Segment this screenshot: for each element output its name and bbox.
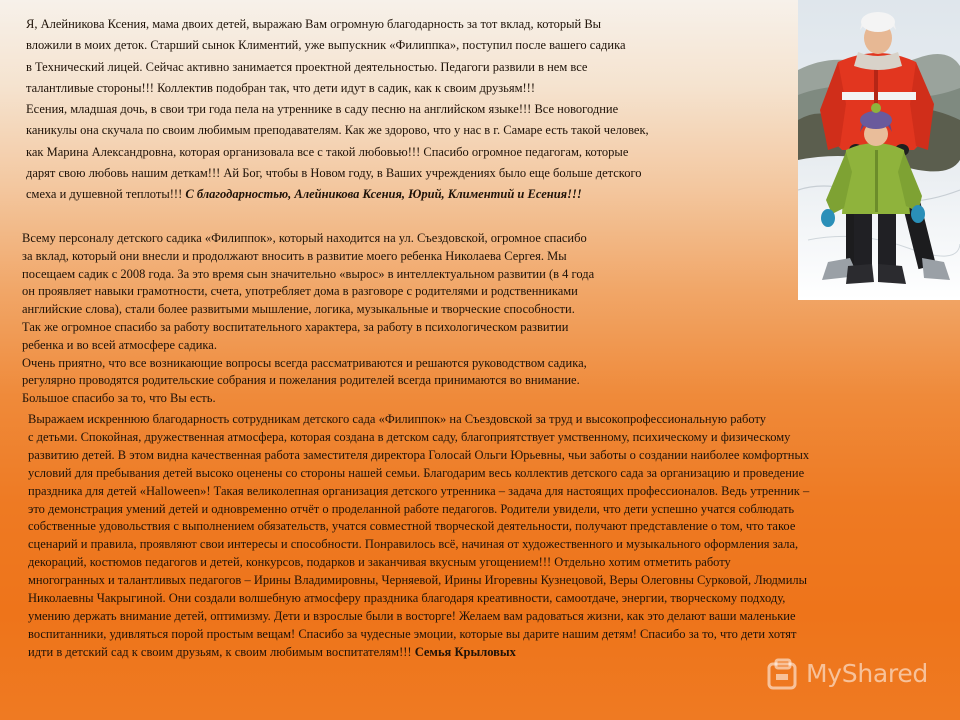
myshared-watermark	[766, 656, 946, 696]
letter-line: он проявляет навыки грамотности, счета, употребляет дома в разговоре с родителями и родственниками	[22, 284, 578, 299]
letter-line: регулярно проводятся родительские собрания и пожелания родителей всегда принимаются во внимание.	[22, 373, 580, 388]
letter-line: дарят свою любовь нашим деткам!!! Ай Бог, чтобы в Новом году, в Ваших учреждениях было еще больше детского	[26, 166, 642, 181]
letter-line: декораций, костюмов педагогов и детей, конкурсов, подарков и заканчивая вкусным угощением!!! Отдельно хотим отметить работу	[28, 555, 731, 570]
letter-line: Я, Алейникова Ксения, мама двоих детей, выражаю Вам огромную благодарность за тот вклад, который Вы	[26, 17, 602, 31]
letter-aleynikova	[26, 14, 786, 206]
letter-line: собственные удовольствия с выполнением обязательств, учатся совместной творческой деятельности, получают представление о том, что такое	[28, 519, 796, 534]
letter-line: праздника для детей «Halloween»! Такая великолепная организация детского утренника – задача для настоящих профессионалов. Ведь утренник –	[28, 483, 810, 498]
letter-line: воспитанники, удивляться порой простым вещам! Спасибо за чудесные эмоции, которые вы дарите нашим детям! Спасибо за то, что дети хотят	[28, 626, 797, 641]
family-photo	[798, 0, 960, 300]
letter-line: умению держать внимание детей, оптимизму. Дети и взрослые были в восторге! Желаем вам радоваться жизни, как это делают ваши маленькие	[28, 608, 796, 623]
letter-line: Выражаем искреннюю благодарность сотрудникам детского сада «Филиппок» на Съездовской за труд и высокопрофессиональную работу	[28, 412, 767, 426]
letter-line: с детьми. Спокойная, дружественная атмосфера, которая создана в детском саду, благоприятствует умственному, психическому и физическому	[28, 429, 791, 444]
letter-line: Так же огромное спасибо за работу воспитательного характера, за работу в психологическом развитии	[22, 319, 569, 334]
letter-signoff: С благодарностью, Алейникова Ксения, Юрий, Климентий и Есения!!!	[185, 187, 582, 202]
letter-line: в Технический лицей. Сейчас активно занимается проектной деятельностью. Педагоги развили в нем все	[26, 59, 588, 74]
letter-line: посещаем садик с 2008 года. За это время сын значительно «вырос» в интеллектуальном развитии (в 4 года	[22, 266, 595, 281]
letter-last-text: идти в детский сад к своим друзьям, к своим любимым воспитателям!!!	[28, 644, 415, 659]
letter-line: условий для пребывания детей высоко оценены со стороны нашей семьи. Благодарим весь коллектив детского сада за организацию и проведение	[28, 465, 805, 480]
letter-last-text: смеха и душевной теплоты!!!	[26, 187, 186, 202]
letter-line: сценарий и правила, проявляют свои интересы и способности. Понравилось всё, начиная от художественного и музыкального оформления зала,	[28, 537, 799, 552]
letter-line: талантливые стороны!!! Коллектив подобран так, что дети идут в садик, как к своим друзьям!!!	[26, 80, 535, 95]
letter-nikolaev	[22, 230, 712, 408]
letter-line: Большое спасибо за то, что Вы есть.	[22, 391, 216, 406]
letter-krylov-family	[28, 411, 948, 662]
letter-line: вложили в моих деток. Старший сынок Климентий, уже выпускник «Филиппка», поступил после вашего садика	[26, 38, 626, 53]
mother-and-child-winter-photo	[798, 0, 960, 300]
letter-line: как Марина Александровна, которая организовала все с такой любовью!!! Спасибо огромное педагогам, которые	[26, 144, 629, 159]
letter-line: многогранных и талантливых педагогов – Ирины Владимировны, Черняевой, Ирины Игоревны Кузнецовой, Веры Олеговны Сурковой, Людмилы	[28, 573, 808, 588]
watermark-text: MyShared	[806, 659, 928, 688]
letter-line: Николаевны Чакрыгиной. Они создали волшебную атмосферу праздника благодаря креативности, самоотдаче, энергии, творческому подходу,	[28, 591, 786, 606]
letter-line: Всему персоналу детского садика «Филиппок», который находится на ул. Съездовской, огромное спасибо	[22, 231, 587, 245]
letter-line: за вклад, который они внесли и продолжают вносить в развитие моего ребенка Николаева Сергея. Мы	[22, 248, 567, 263]
letter-line: Есения, младшая дочь, в свои три года пела на утреннике в саду песню на английском языке!!! Все новогодние	[26, 102, 619, 117]
letter-line: английские слова), стали более развитыми мышление, логика, музыкальные и творческие способности.	[22, 302, 575, 317]
letter-line: это демонстрация умений детей и одновременно отчёт о проделанной работе педагогов. Родители увидели, что дети успешно учатся соблюдать	[28, 501, 795, 516]
letter-signoff: Семья Крыловых	[414, 644, 516, 659]
letter-line-last	[26, 184, 786, 205]
letter-line: ребенка и во всей атмосфере садика.	[22, 337, 217, 352]
letter-line: развитию детей. В этом видна качественная работа заместителя директора Голосай Ольги Юрьевны, чьи заботы о создании наиболее комфортных	[28, 447, 810, 462]
letter-line: каникулы она скучала по своим любимым преподавателям. Как же здорово, что у нас в г. Самаре есть такой человек,	[26, 123, 649, 138]
myshared-logo-icon	[766, 658, 800, 692]
letter-line: Очень приятно, что все возникающие вопросы всегда рассматриваются и решаются руководством садика,	[22, 355, 587, 370]
